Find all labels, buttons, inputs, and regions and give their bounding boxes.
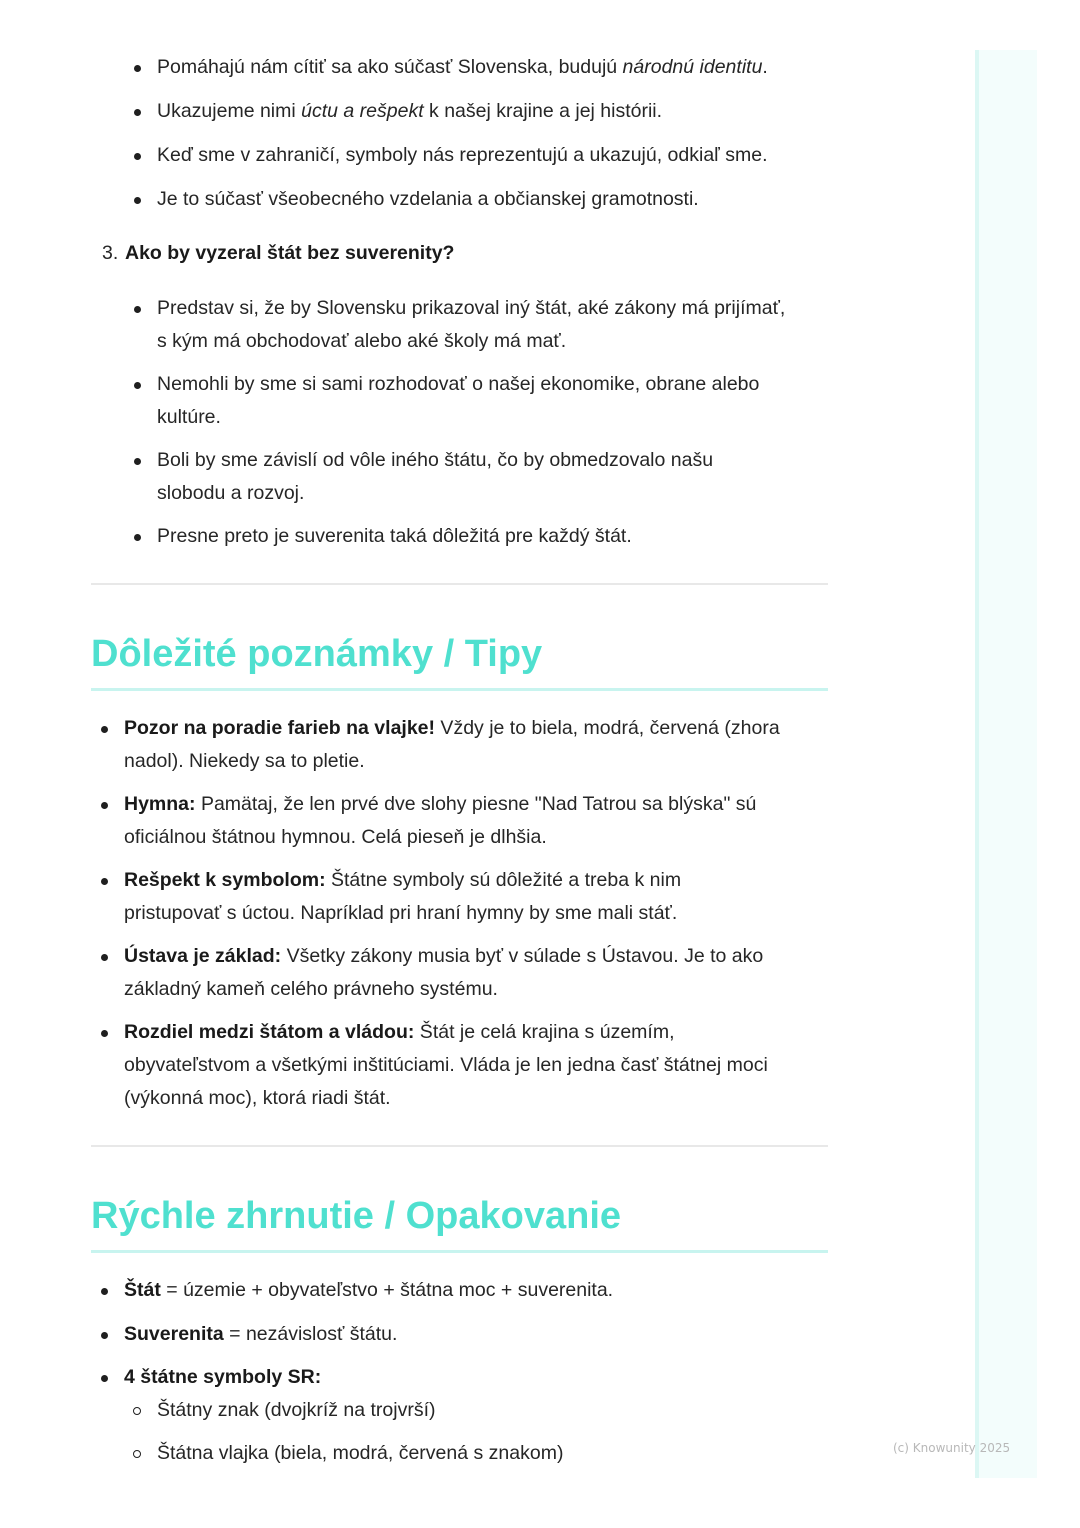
tip-text: Rozdiel medzi štátom a vládou: Štát je celá krajina s územím,	[124, 1021, 675, 1043]
tip-item	[0, 940, 1080, 1006]
list-item-text: Pomáhajú nám cítiť sa ako súčasť Slovenska, budujú národnú identitu.	[157, 56, 768, 78]
list-item	[0, 292, 1080, 358]
bullet-icon	[101, 1288, 108, 1295]
tip-item	[0, 712, 1080, 778]
heading-underline	[91, 1250, 828, 1253]
bullet-icon	[101, 726, 108, 733]
list-item-text: Presne preto je suverenita taká dôležitá pre každý štát.	[157, 525, 632, 547]
tip-text: oficiálnou štátnou hymnou. Celá pieseň je dlhšia.	[124, 826, 547, 848]
list-item-text: Nemohli by sme si sami rozhodovať o našej ekonomike, obrane alebo	[157, 373, 760, 395]
divider	[91, 1145, 828, 1147]
tip-text: Hymna: Pamätaj, že len prvé dve slohy piesne "Nad Tatrou sa blýska" sú	[124, 793, 757, 815]
summary-text: Suverenita = nezávislosť štátu.	[124, 1323, 398, 1345]
tip-text: Ústava je základ: Všetky zákony musia byť v súlade s Ústavou. Je to ako	[124, 945, 764, 967]
bullet-icon	[134, 458, 141, 465]
tip-text: nadol). Niekedy sa to pletie.	[124, 750, 365, 772]
list-item	[0, 51, 1080, 84]
list-item	[0, 139, 1080, 172]
list-item-text: Keď sme v zahraničí, symboly nás reprezentujú a ukazujú, odkiaľ sme.	[157, 144, 768, 166]
list-item-text: Predstav si, že by Slovensku prikazoval iný štát, aké zákony má prijímať,	[157, 297, 786, 319]
summary-sub-text: Štátna vlajka (biela, modrá, červená s znakom)	[157, 1442, 564, 1464]
bullet-icon	[101, 1030, 108, 1037]
bullet-icon	[101, 802, 108, 809]
summary-sub-text: Štátny znak (dvojkríž na trojvrší)	[157, 1399, 436, 1421]
list-item-text: kultúre.	[157, 406, 221, 428]
heading-underline	[91, 688, 828, 691]
summary-item	[0, 1361, 1080, 1394]
bullet-icon	[134, 306, 141, 313]
list-item	[0, 444, 1080, 510]
list-item-text: Boli by sme závislí od vôle iného štátu, čo by obmedzovalo našu	[157, 449, 714, 471]
bullet-icon	[134, 153, 141, 160]
bullet-icon	[101, 954, 108, 961]
tip-text: obyvateľstvom a všetkými inštitúciami. Vláda je len jedna časť štátnej moci	[124, 1054, 768, 1076]
section-heading-summary: Rýchle zhrnutie / Opakovanie	[91, 1195, 622, 1237]
list-item-text: s kým má obchodovať alebo aké školy má mať.	[157, 330, 567, 352]
bullet-icon	[134, 197, 141, 204]
question-title: Ako by vyzeral štát bez suverenity?	[125, 242, 455, 264]
circle-bullet-icon	[133, 1450, 141, 1458]
summary-item	[0, 1318, 1080, 1351]
list-item-text: slobodu a rozvoj.	[157, 482, 305, 504]
summary-text: 4 štátne symboly SR:	[124, 1366, 322, 1388]
tip-item	[0, 1016, 1080, 1115]
tip-item	[0, 864, 1080, 930]
list-item-text: Ukazujeme nimi úctu a rešpekt k našej krajine a jej histórii.	[157, 100, 663, 122]
tip-text: pristupovať s úctou. Napríklad pri hraní hymny by sme mali stáť.	[124, 902, 678, 924]
tip-text: Pozor na poradie farieb na vlajke! Vždy je to biela, modrá, červená (zhora	[124, 717, 780, 739]
summary-text: Štát = územie + obyvateľstvo + štátna moc + suverenita.	[124, 1279, 614, 1301]
bullet-icon	[101, 878, 108, 885]
bullet-icon	[134, 109, 141, 116]
question-heading	[0, 237, 1080, 270]
tip-text: (výkonná moc), ktorá riadi štát.	[124, 1087, 391, 1109]
watermark: (c) Knowunity 2025	[893, 1441, 1011, 1455]
list-item	[0, 183, 1080, 216]
tip-text: základný kameň celého právneho systému.	[124, 978, 498, 1000]
summary-sub-item	[0, 1394, 1080, 1427]
bullet-icon	[134, 534, 141, 541]
summary-item	[0, 1274, 1080, 1307]
tip-item	[0, 788, 1080, 854]
list-item	[0, 95, 1080, 128]
list-item-text: Je to súčasť všeobecného vzdelania a občianskej gramotnosti.	[157, 188, 699, 210]
section-heading-tips: Dôležité poznámky / Tipy	[91, 633, 543, 675]
bullet-icon	[101, 1332, 108, 1339]
circle-bullet-icon	[133, 1407, 141, 1415]
list-item	[0, 368, 1080, 434]
bullet-icon	[134, 65, 141, 72]
question-number: 3.	[102, 242, 119, 264]
list-item	[0, 520, 1080, 553]
tip-text: Rešpekt k symbolom: Štátne symboly sú dôležité a treba k nim	[124, 869, 682, 891]
bullet-icon	[101, 1375, 108, 1382]
divider	[91, 583, 828, 585]
bullet-icon	[134, 382, 141, 389]
